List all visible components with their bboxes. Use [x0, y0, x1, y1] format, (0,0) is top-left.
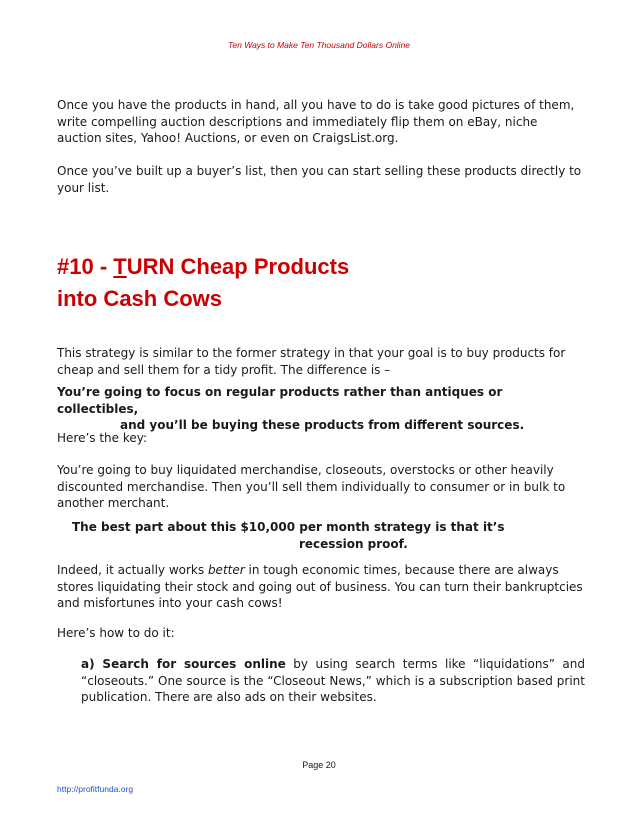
tough-times-after: in tough economic times, because there are always stores liquidating their stock and going out of business. You can turn their bankruptcies and misfortunes into your cash cows!	[57, 563, 583, 610]
running-header: Ten Ways to Make Ten Thousand Dollars Online	[227, 40, 411, 50]
heading-initial: T	[113, 254, 127, 279]
paragraph-tough-times	[57, 562, 585, 612]
paragraph-focus-regular-products	[57, 384, 585, 434]
heading-line2: into Cash Cows	[57, 286, 223, 311]
heading-prefix: #10 -	[57, 254, 114, 279]
footer-website-link[interactable]: http://profitfunda.org	[57, 784, 134, 794]
best-part-line2: recession proof.	[299, 536, 408, 551]
step-a-text: by using search terms like “liquidations” and “closeouts.” One source is the “Closeout News,” which is a subscription based print publication. There are also ads on their websites.	[81, 657, 585, 704]
heading-line1-rest: URN Cheap Products	[126, 254, 350, 279]
paragraph-products-in-hand: Once you have the products in hand, all you have to do is take good pictures of them, write compelling auction descriptions and immediately flip them on eBay, niche auction sites, Yahoo! Auctions, or even on CraigsList.org.	[57, 98, 575, 145]
paragraph-best-part	[72, 519, 585, 552]
step-a-title: a) Search for sources online	[81, 657, 286, 671]
page-number: Page 20	[302, 760, 336, 770]
paragraph-buyers-list: Once you’ve built up a buyer’s list, then you can start selling these products directly to your list.	[57, 164, 582, 195]
tough-times-emphasis: better	[207, 563, 245, 577]
focus-line1: You’re going to focus on regular products rather than antiques or collectibles,	[57, 385, 503, 416]
paragraph-heres-the-key: Here’s the key:	[57, 431, 148, 445]
paragraph-liquidated-merchandise: You’re going to buy liquidated merchandise, closeouts, overstocks or other heavily discounted merchandise. Then you’ll sell them individually to consumer or in bulk to another merchant.	[57, 463, 566, 510]
paragraph-strategy-similar: This strategy is similar to the former strategy in that your goal is to buy products for cheap and sell them for a tidy profit. The difference is –	[57, 346, 566, 377]
tough-times-before: Indeed, it actually works	[57, 563, 208, 577]
best-part-line1: The best part about this $10,000 per month strategy is that it’s	[72, 520, 505, 534]
step-a-search-sources	[81, 656, 585, 706]
focus-line2: and you’ll be buying these products from different sources.	[120, 418, 525, 432]
paragraph-how-to: Here’s how to do it:	[57, 626, 175, 640]
section-heading	[57, 251, 349, 315]
